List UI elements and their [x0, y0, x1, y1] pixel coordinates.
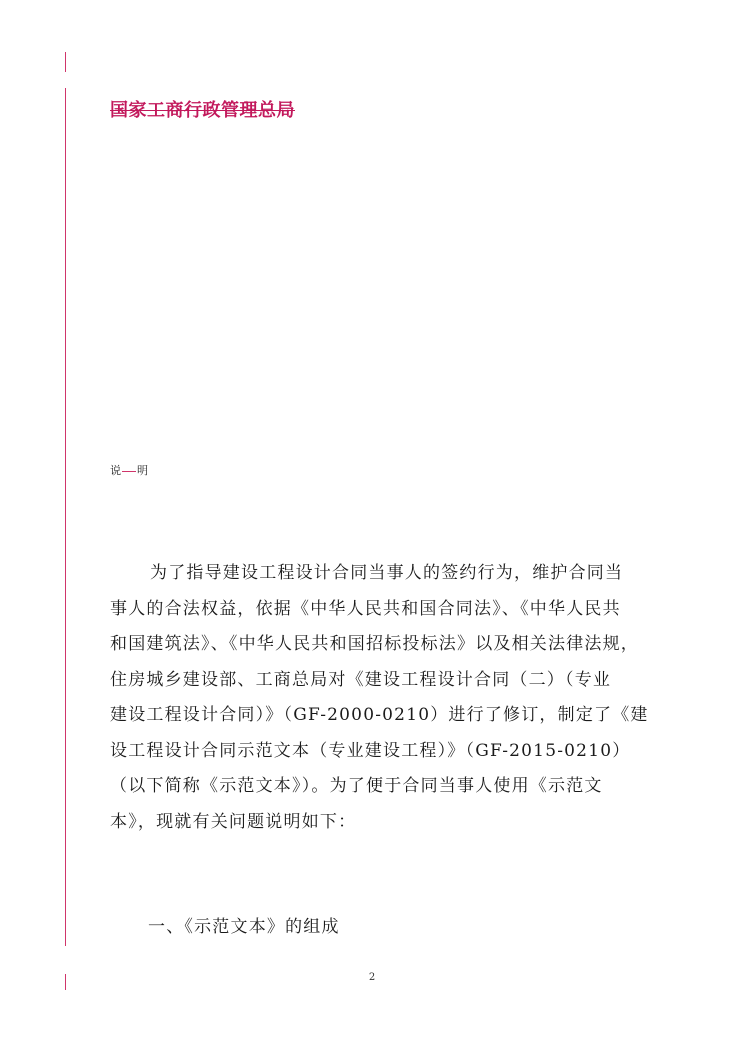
section-heading: 一、《示范文本》的组成: [148, 917, 340, 937]
issuer-title: 国家工商行政管理总局: [110, 100, 295, 121]
page-number: 2: [368, 972, 376, 983]
explanation-paragraph: [110, 562, 649, 846]
label-dash: [122, 471, 136, 472]
paragraph-line: 事人的合法权益，依据《中华人民共和国合同法》、《中华人民共: [110, 598, 621, 619]
explanation-label: [110, 462, 148, 478]
paragraph-line: 设工程设计合同示范文本（专业建设工程）》（GF-2015-0210）: [110, 740, 631, 761]
margin-rule-top: [65, 52, 66, 72]
explanation-label-right: 明: [137, 464, 148, 477]
paragraph-line: （以下简称《示范文本》）。为了便于合同当事人使用《示范文: [110, 776, 603, 796]
paragraph-line: 为了指导建设工程设计合同当事人的签约行为，维护合同当: [150, 563, 624, 583]
margin-rule: [65, 88, 66, 946]
explanation-label-left: 说: [110, 464, 121, 477]
paragraph-line: 本》，现就有关问题说明如下：: [110, 811, 357, 832]
paragraph-line: 住房城乡建设部、工商总局对《建设工程设计合同（二）（专业: [110, 669, 612, 690]
paragraph-line: 建设工程设计合同）》（GF-2000-0210）进行了修订，制定了《建: [110, 705, 649, 725]
paragraph-line: 和国建筑法》、《中华人民共和国招标投标法》以及相关法律法规，: [110, 634, 639, 654]
